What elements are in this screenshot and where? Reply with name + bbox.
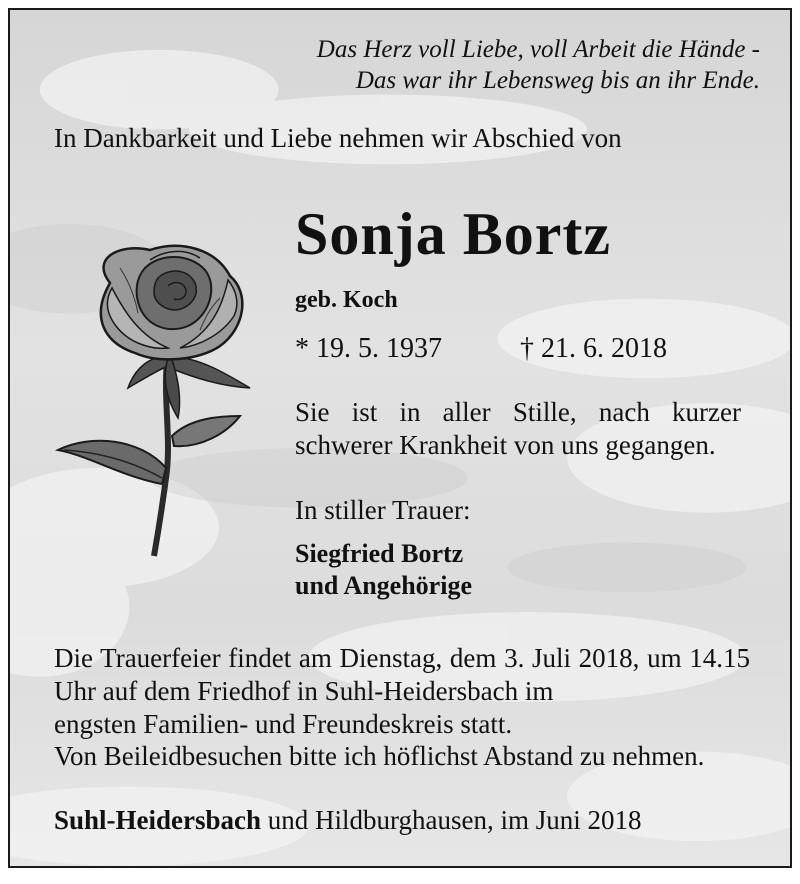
mourner-name: Siegfried Bortz — [295, 539, 464, 568]
intro-text: In Dankbarkeit und Liebe nehmen wir Abschied von — [54, 123, 622, 153]
motto-line-2: Das war ihr Lebensweg bis an ihr Ende. — [355, 67, 760, 94]
mourning-label: In stiller Trauer: — [295, 495, 471, 525]
rose-icon — [50, 238, 260, 558]
motto-line-1: Das Herz voll Liebe, voll Arbeit die Hände - — [316, 36, 760, 63]
service-announcement — [54, 642, 750, 741]
service-text: Die Trauerfeier findet am Dienstag, dem 3. Juli 2018, um 14.15 Uhr auf dem Friedhof in Suhl-Heidersbach im — [54, 643, 750, 706]
deceased-name: Sonja Bortz — [295, 201, 611, 267]
closing-line — [54, 805, 642, 836]
closing-rest: und Hildburghausen, im Juni 2018 — [261, 805, 642, 835]
birth-date: * 19. 5. 1937 — [295, 333, 442, 364]
birth-name: geb. Koch — [295, 287, 398, 313]
death-date: † 21. 6. 2018 — [520, 333, 667, 364]
mourner-relatives: und Angehörige — [295, 571, 472, 600]
service-text-last: engsten Familien- und Freundeskreis statt. — [54, 709, 513, 739]
obituary-card — [8, 8, 792, 868]
closing-place: Suhl-Heidersbach — [54, 805, 262, 835]
visits-note: Von Beileidbesuchen bitte ich höflichst Abstand zu nehmen. — [54, 741, 705, 771]
passing-message: Sie ist in aller Stille, nach kurzer schwerer Krankheit von uns gegangen. — [295, 397, 741, 460]
